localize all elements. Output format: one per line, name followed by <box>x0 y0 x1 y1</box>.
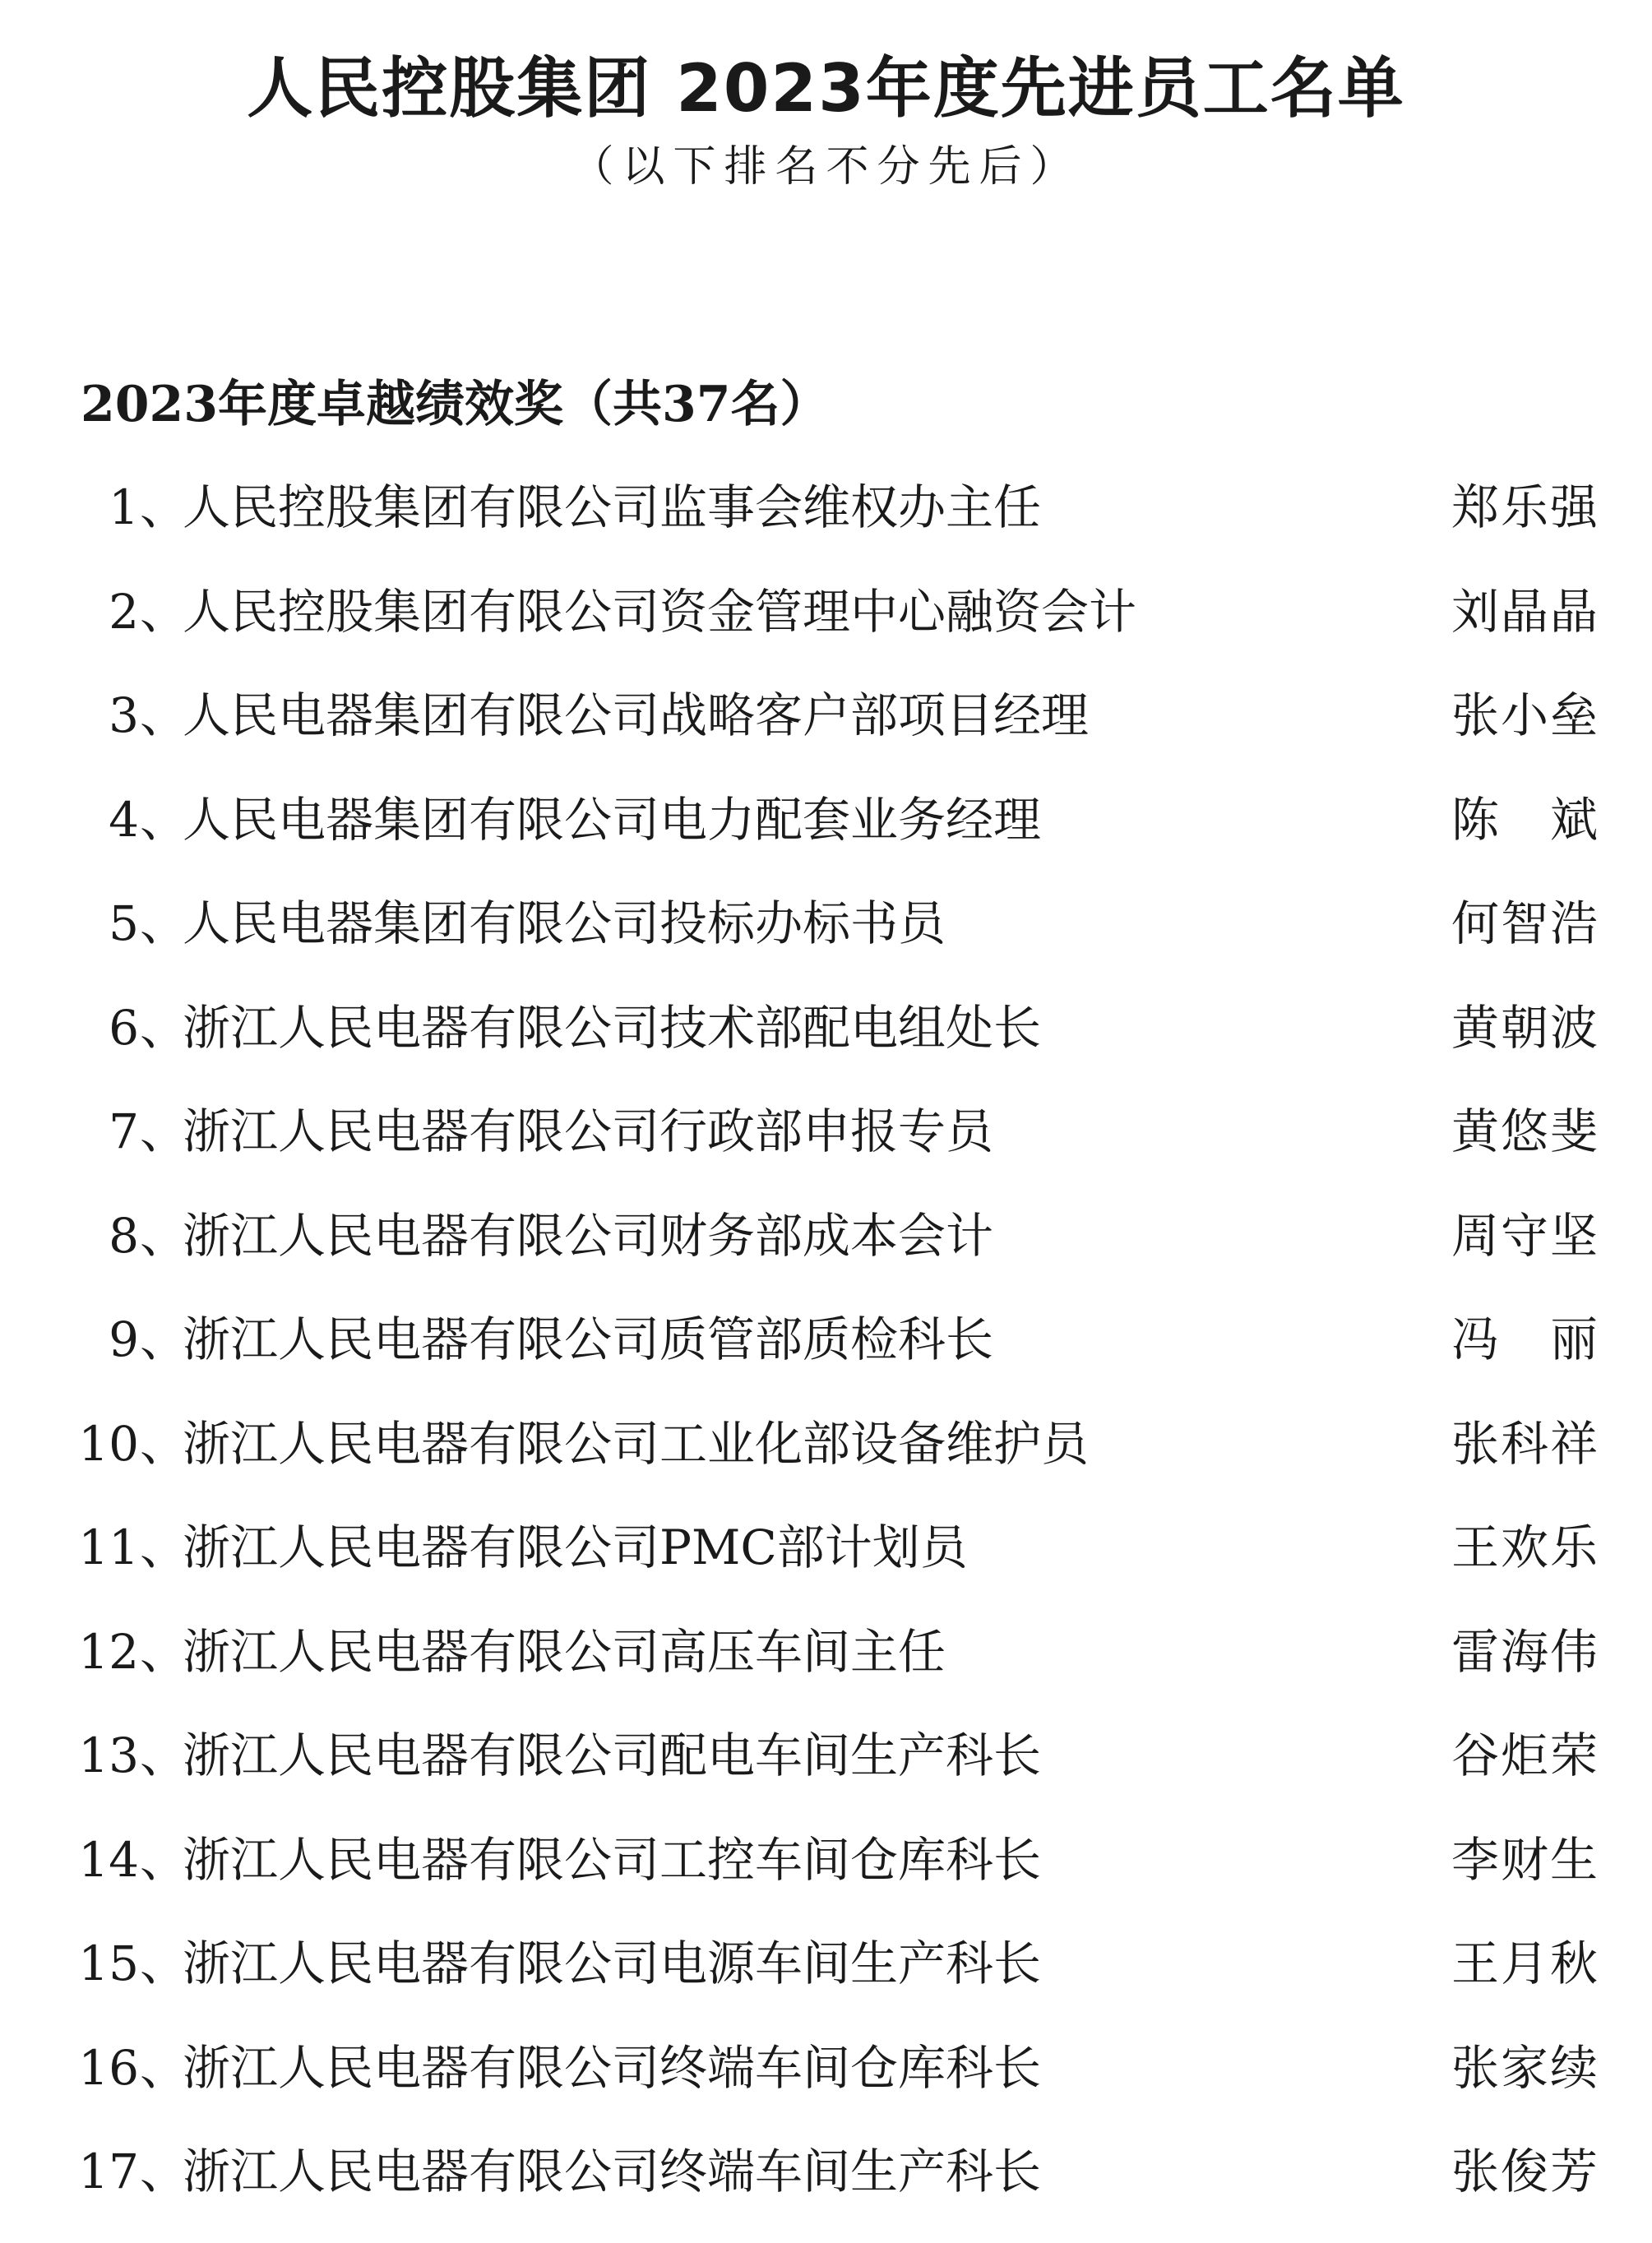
row-name: 王欢乐 <box>1451 1519 1598 1575</box>
row-separator: 、 <box>140 583 188 640</box>
row-name: 谷炬荣 <box>1451 1727 1598 1783</box>
row-number: 7 <box>109 1103 139 1159</box>
row-name: 黄悠斐 <box>1451 1103 1598 1159</box>
row-separator: 、 <box>140 999 188 1056</box>
row-number: 14 <box>78 1831 139 1888</box>
document-title: 人民控股集团 2023年度先进员工名单 <box>247 50 1405 127</box>
row-name: 陈斌 <box>1451 791 1598 848</box>
row-position: 人民控股集团有限公司资金管理中心融资会计 <box>183 583 1137 640</box>
row-separator: 、 <box>140 1103 188 1159</box>
award-list <box>0 474 1652 2243</box>
row-separator: 、 <box>140 1935 188 1991</box>
row-position: 浙江人民电器有限公司技术部配电组处长 <box>183 999 1042 1056</box>
list-item <box>0 1931 1652 2035</box>
row-name: 周守坚 <box>1451 1207 1598 1264</box>
row-number: 4 <box>109 791 139 848</box>
row-name: 张家续 <box>1451 2039 1598 2096</box>
list-item <box>0 682 1652 787</box>
list-item <box>0 1203 1652 1307</box>
row-number: 1 <box>109 479 139 535</box>
row-name: 黄朝波 <box>1451 999 1598 1056</box>
row-position: 人民控股集团有限公司监事会维权办主任 <box>183 479 1042 535</box>
row-position: 浙江人民电器有限公司行政部申报专员 <box>183 1103 994 1159</box>
row-position: 人民电器集团有限公司投标办标书员 <box>183 895 946 951</box>
row-position: 人民电器集团有限公司电力配套业务经理 <box>183 791 1042 848</box>
row-position: 浙江人民电器有限公司财务部成本会计 <box>183 1207 994 1264</box>
list-item <box>0 2035 1652 2139</box>
row-name: 张俊芳 <box>1451 2144 1598 2199</box>
row-separator: 、 <box>140 687 188 743</box>
row-position: 浙江人民电器有限公司质管部质检科长 <box>183 1311 994 1367</box>
row-position: 浙江人民电器有限公司电源车间生产科长 <box>183 1935 1042 1991</box>
list-item <box>0 787 1652 891</box>
list-item <box>0 1619 1652 1723</box>
row-separator: 、 <box>140 2039 188 2096</box>
row-number: 2 <box>109 583 139 640</box>
row-separator: 、 <box>140 1623 188 1680</box>
row-position: 浙江人民电器有限公司高压车间主任 <box>183 1623 946 1680</box>
row-number: 5 <box>109 895 139 951</box>
row-position: 浙江人民电器有限公司终端车间生产科长 <box>183 2144 1042 2199</box>
row-separator: 、 <box>140 895 188 951</box>
row-number: 16 <box>78 2039 139 2096</box>
row-name: 雷海伟 <box>1451 1623 1598 1680</box>
row-separator: 、 <box>140 2144 188 2199</box>
list-item <box>0 1827 1652 1931</box>
row-number: 11 <box>78 1519 139 1575</box>
list-item <box>0 1411 1652 1515</box>
row-position: 浙江人民电器有限公司PMC部计划员 <box>183 1519 968 1575</box>
list-item <box>0 474 1652 579</box>
row-position: 浙江人民电器有限公司工控车间仓库科长 <box>183 1831 1042 1888</box>
section-heading: 2023年度卓越绩效奖（共37名） <box>81 376 830 433</box>
row-number: 15 <box>78 1935 139 1991</box>
row-name: 李财生 <box>1451 1831 1598 1888</box>
row-separator: 、 <box>140 1727 188 1783</box>
row-separator: 、 <box>140 1207 188 1264</box>
row-separator: 、 <box>140 791 188 848</box>
list-item <box>0 2139 1652 2243</box>
row-separator: 、 <box>140 479 188 535</box>
list-item <box>0 1306 1652 1411</box>
row-name: 王月秋 <box>1451 1935 1598 1991</box>
row-position: 浙江人民电器有限公司终端车间仓库科长 <box>183 2039 1042 2096</box>
row-name: 何智浩 <box>1451 895 1598 951</box>
row-name: 张科祥 <box>1451 1415 1598 1472</box>
row-number: 3 <box>109 687 139 743</box>
row-name: 郑乐强 <box>1451 479 1598 535</box>
list-item <box>0 1723 1652 1827</box>
row-number: 8 <box>109 1207 139 1264</box>
list-item <box>0 579 1652 683</box>
row-number: 13 <box>78 1727 139 1783</box>
list-item <box>0 1098 1652 1203</box>
row-name: 刘晶晶 <box>1451 583 1598 640</box>
row-separator: 、 <box>140 1831 188 1888</box>
row-name: 冯丽 <box>1451 1311 1598 1367</box>
row-position: 浙江人民电器有限公司配电车间生产科长 <box>183 1727 1042 1783</box>
row-number: 10 <box>78 1415 139 1472</box>
row-separator: 、 <box>140 1519 188 1575</box>
row-separator: 、 <box>140 1415 188 1472</box>
row-number: 6 <box>109 999 139 1056</box>
row-name: 张小垒 <box>1451 687 1598 743</box>
row-number: 12 <box>78 1623 139 1680</box>
row-separator: 、 <box>140 1311 188 1367</box>
row-position: 浙江人民电器有限公司工业化部设备维护员 <box>183 1415 1090 1472</box>
row-number: 17 <box>78 2144 139 2199</box>
row-position: 人民电器集团有限公司战略客户部项目经理 <box>183 687 1090 743</box>
list-item <box>0 890 1652 995</box>
row-number: 9 <box>109 1311 139 1367</box>
document-subtitle: （以下排名不分先后） <box>571 142 1081 192</box>
list-item <box>0 995 1652 1099</box>
list-item <box>0 1515 1652 1619</box>
